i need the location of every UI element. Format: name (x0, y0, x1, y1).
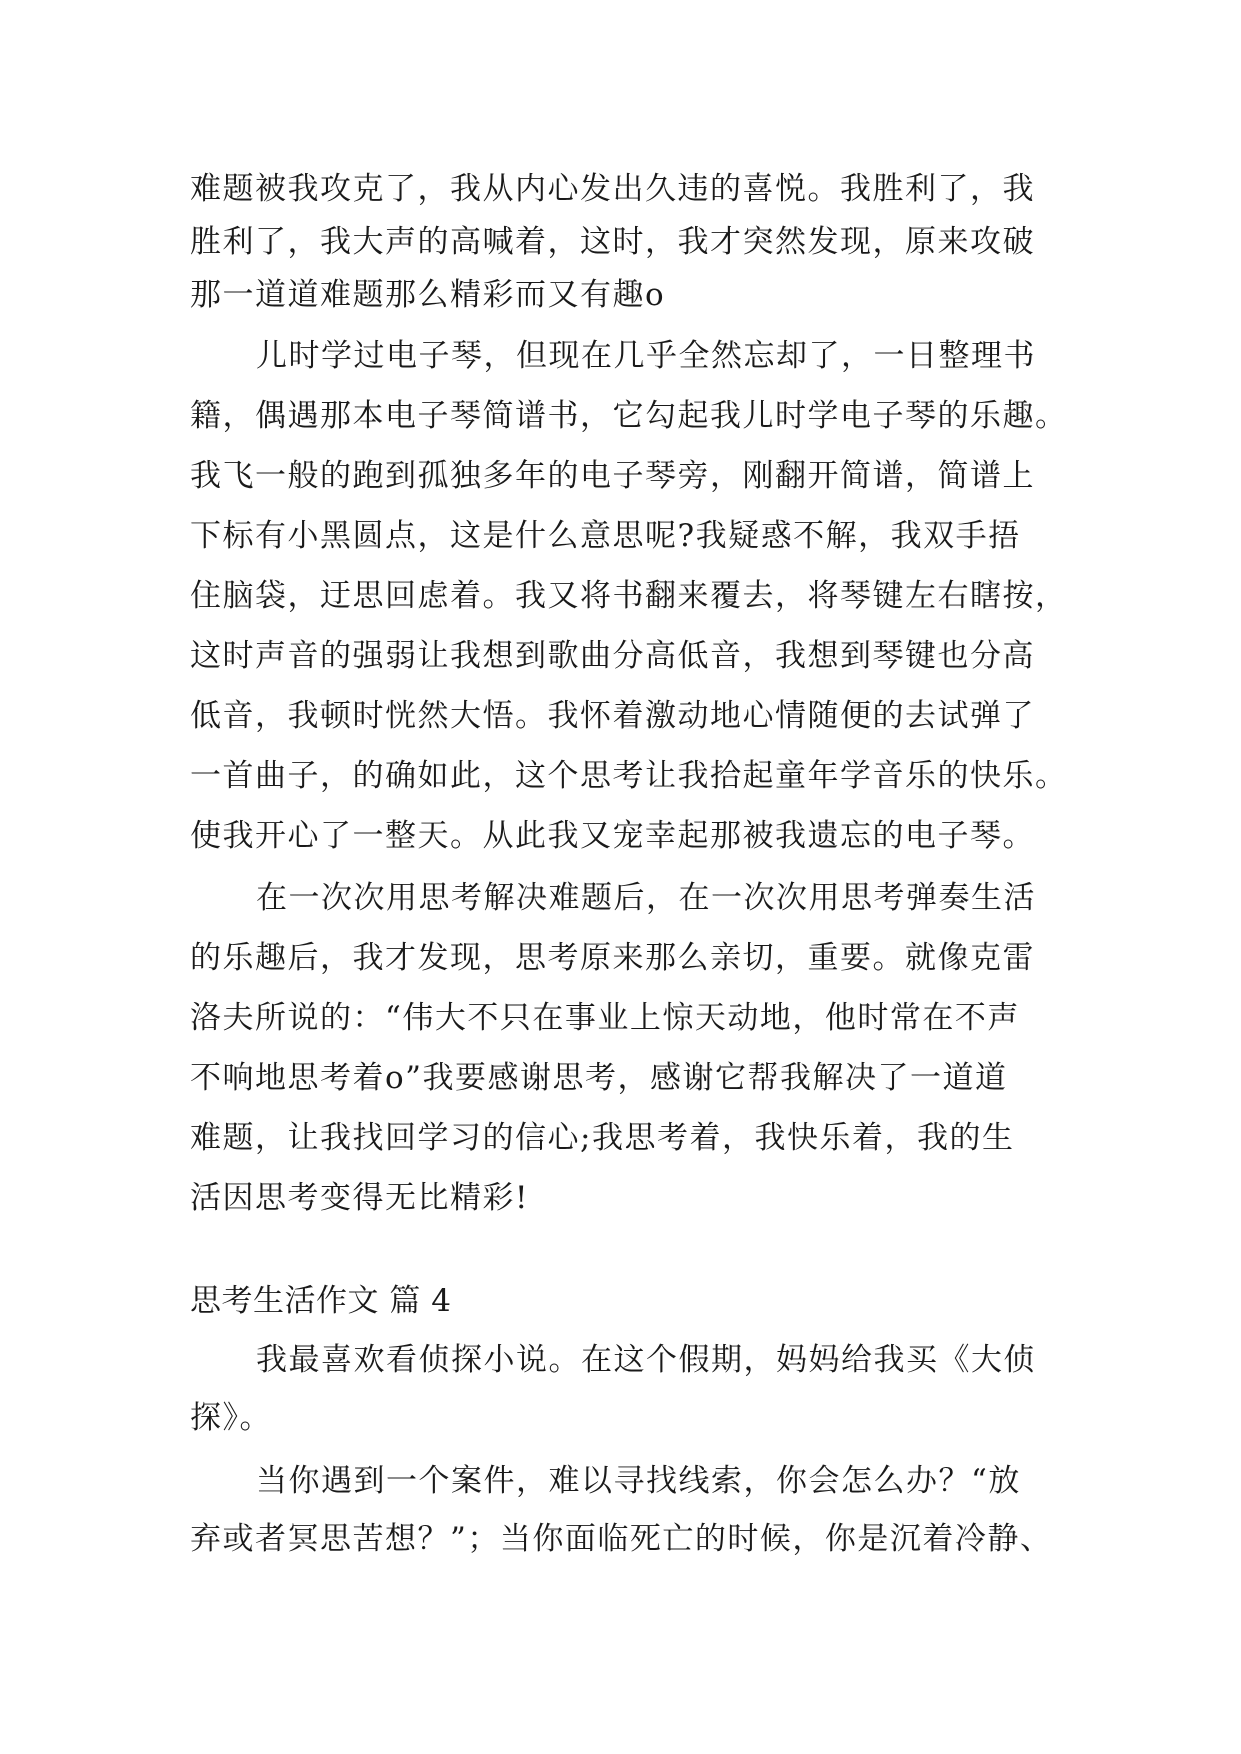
paragraph-first-line: 儿时学过电子琴，但现在几乎全然忘却了，一日整理书 (256, 338, 1036, 374)
text-line: 活因思考变得无比精彩! (190, 1180, 529, 1216)
text-line: 的乐趣后，我才发现，思考原来那么亲切，重要。就像克雷 (190, 940, 1035, 976)
paragraph-first-line: 当你遇到一个案件，难以寻找线索，你会怎么办？“放 (256, 1463, 1021, 1499)
text-line: 弃或者冥思苦想？”；当你面临死亡的时候，你是沉着冷静、 (190, 1521, 1053, 1557)
text-line: 那一道道难题那么精彩而又有趣o (190, 277, 666, 313)
text-line: 难题，让我找回学习的信心;我思考着，我快乐着，我的生 (190, 1120, 1015, 1156)
text-line: 使我开心了一整天。从此我又宠幸起那被我遗忘的电子琴。 (190, 818, 1035, 854)
text-line: 一首曲子，的确如此，这个思考让我拾起童年学音乐的快乐。 (190, 758, 1068, 794)
text-line: 住脑袋，迂思回虑着。我又将书翻来覆去，将琴键左右瞎按， (190, 578, 1068, 614)
text-line: 难题被我攻克了，我从内心发出久违的喜悦。我胜利了，我 (190, 171, 1035, 207)
text-line: 洛夫所说的：“伟大不只在事业上惊天动地，他时常在不声 (190, 1000, 1020, 1036)
text-line: 这时声音的强弱让我想到歌曲分高低音，我想到琴键也分高 (190, 638, 1035, 674)
section-heading: 思考生活作文 篇 4 (190, 1283, 452, 1319)
text-line: 不响地思考着o”我要感谢思考，感谢它帮我解决了一道道 (190, 1060, 1008, 1096)
text-line: 下标有小黑圆点，这是什么意思呢?我疑惑不解，我双手捂 (190, 518, 1021, 554)
text-line: 低音，我顿时恍然大悟。我怀着激动地心情随便的去试弹了 (190, 698, 1035, 734)
text-line: 我飞一般的跑到孤独多年的电子琴旁，刚翻开简谱，简谱上 (190, 458, 1035, 494)
paragraph-first-line: 我最喜欢看侦探小说。在这个假期，妈妈给我买《大侦 (256, 1342, 1036, 1378)
text-line: 籍，偶遇那本电子琴简谱书，它勾起我儿时学电子琴的乐趣。 (190, 398, 1068, 434)
text-line: 探》。 (190, 1400, 272, 1436)
paragraph-first-line: 在一次次用思考解决难题后，在一次次用思考弹奏生活 (256, 880, 1036, 916)
text-line: 胜利了，我大声的高喊着，这时，我才突然发现，原来攻破 (190, 224, 1035, 260)
